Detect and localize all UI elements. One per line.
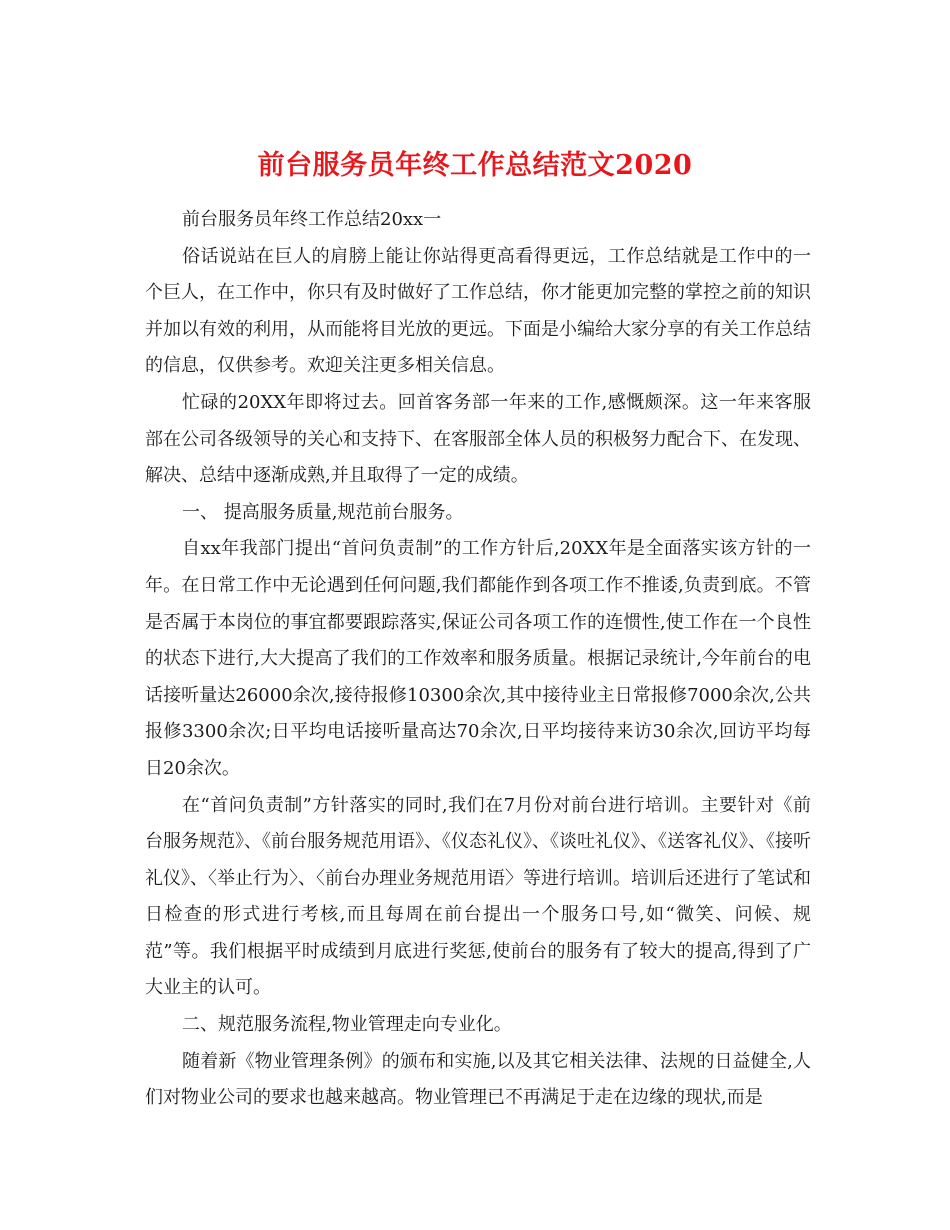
section-heading-1: 一、 提高服务质量,规范前台服务。: [182, 501, 464, 523]
paragraph-preface: 俗话说站在巨人的肩膀上能让你站得更高看得更远，工作总结就是工作中的一个巨人，在工作中，你只有及时做好了工作总结，你才能更加完整的掌控之前的知识并加以有效的利用，从而能将目光放的更远。下面是小编给大家分享的有关工作总结的信息，仅供参考。欢迎关注更多相关信息。: [145, 245, 811, 377]
paragraph-training: 在“首问负责制”方针落实的同时,我们在7月份对前台进行培训。主要针对《前台服务规范》、《前台服务规范用语》、《仪态礼仪》、《谈吐礼仪》、《送客礼仪》、《接听礼仪》、〈举止行为〉、〈前台办理业务规范用语〉等进行培训。培训后还进行了笔试和日检查的形式进行考核,而且每周在前台提出一个服务口号,如“微笑、问候、规范”等。我们根据平时成绩到月底进行奖惩,使前台的服务有了较大的提高,得到了广大业主的认可。: [145, 794, 811, 999]
paragraph-first-responsibility: 自xx年我部门提出“首问负责制”的工作方针后,20XX年是全面落实该方针的一年。在日常工作中无论遇到任何问题,我们都能作到各项工作不推诿,负责到底。不管是否属于本岗位的事宜都要跟踪落实,保证公司各项工作的连惯性,使工作在一个良性的状态下进行,大大提高了我们的工作效率和服务质量。根据记录统计,今年前台的电话接听量达26000余次,接待报修10300余次,其中接待业主日常报修7000余次,公共报修3300余次;日平均电话接听量高达70余次,日平均接待来访30余次,回访平均每日20余次。: [145, 538, 811, 779]
document-body: [145, 202, 811, 1117]
paragraph-regulations: 随着新《物业管理条例》的颁布和实施,以及其它相关法律、法规的日益健全,人们对物业公司的要求也越来越高。物业管理已不再满足于走在边缘的现状,而是: [145, 1050, 811, 1109]
paragraph-overview: 忙碌的20XX年即将过去。回首客务部一年来的工作,感慨颇深。这一年来客服部在公司各级领导的关心和支持下、在客服部全体人员的积极努力配合下、在发现、解决、总结中逐渐成熟,并且取得了一定的成绩。: [145, 391, 811, 487]
intro-heading: 前台服务员年终工作总结20xx一: [182, 209, 442, 230]
document-title: 前台服务员年终工作总结范文2020: [257, 150, 693, 182]
section-heading-2: 二、规范服务流程,物业管理走向专业化。: [182, 1014, 512, 1036]
